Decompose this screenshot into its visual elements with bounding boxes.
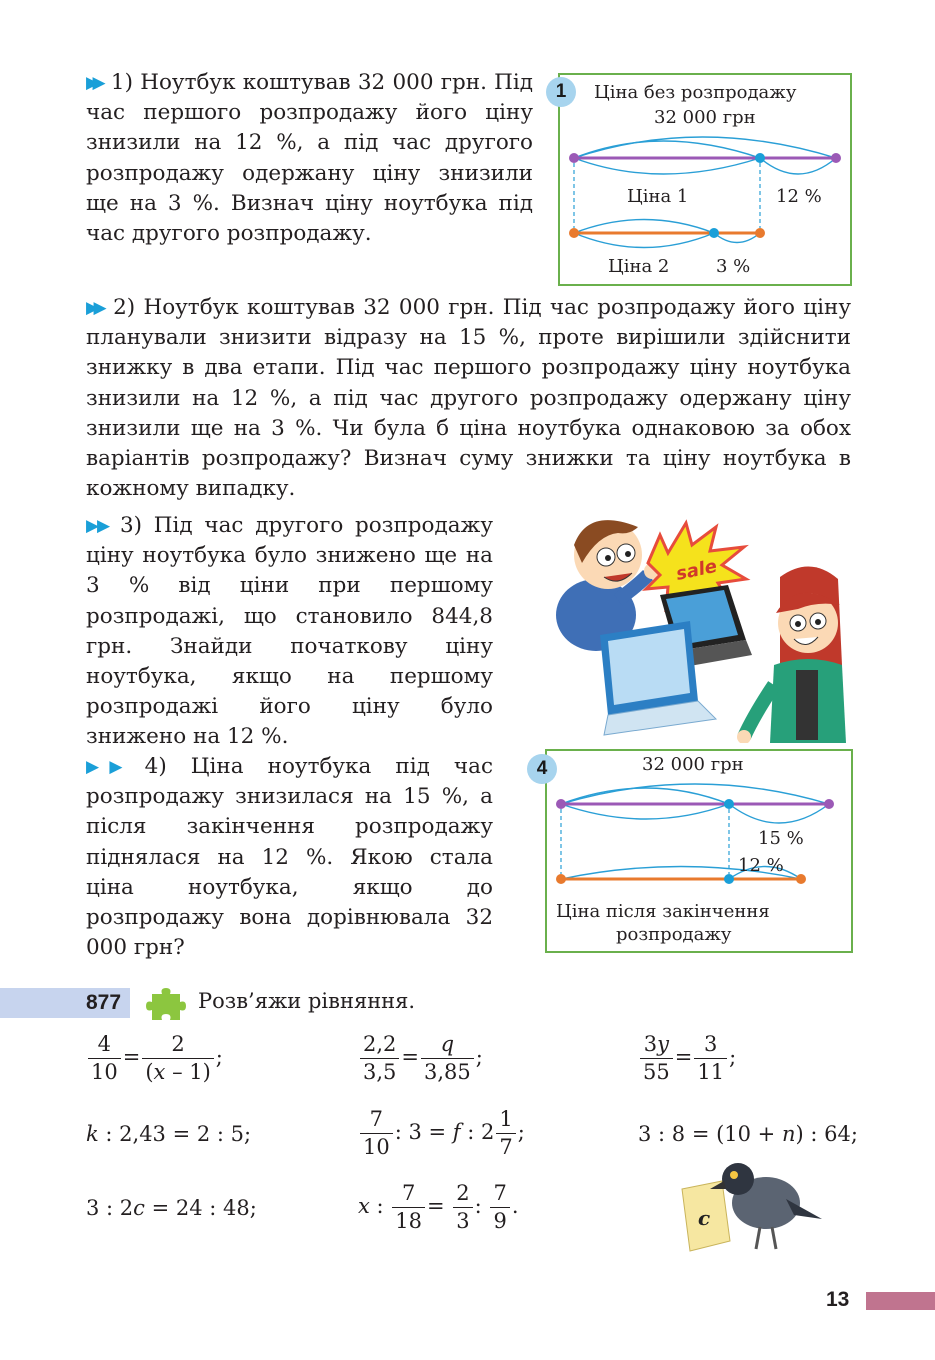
equation-7: 3 : 2c = 24 : 48; — [86, 1196, 257, 1220]
diagram-1-label-12: 12 % — [776, 186, 822, 207]
problem-2-number: 2) — [113, 295, 136, 320]
problem-3-text: Під час другого розпродажу ціну ноутбука було знижено ще на 3 % від ціни при першому розпродажі, що становило 844,8 грн. Знайди початкову ціну ноутбука, якщо на першому розпродажі його ціну було знижено на 12 %. — [86, 513, 493, 750]
diagram-1-label-price2: Ціна 2 — [608, 256, 670, 277]
diagram-1-title-line2: 32 000 грн — [654, 107, 756, 128]
diagram-4-title: 32 000 грн — [642, 754, 744, 775]
diagram-1-title-line1: Ціна без розпродажу — [594, 82, 797, 103]
page-number: 13 — [826, 1288, 850, 1311]
problem-2-text: Ноутбук коштував 32 000 грн. Під час розпродажу його ціну планували знизити відразу на 15 %, проте вирішили здійснити знижку в два етапи. Під час першого розпродажу ціну ноутбука знизили на 12 %, а під час другого розпродажу одержану ціну знизили ще на 3 %. Чи була б ціна ноутбука однаковою за обох варіантів розпродажу? Визнач суму знижки та ціну ноутбука в кожному випадку. — [86, 295, 851, 502]
problem-4-number: 4) — [144, 754, 167, 779]
equation-2: $\frac{2,2}{3,5}$ = $\frac{q}{3,85}$ ; — [358, 1031, 483, 1086]
double-arrow-icon: ▶▶ — [86, 757, 133, 777]
equation-8: x : $\frac{7}{18}$ = $\frac{2}{3}$ : $\frac{7}{9}$ . — [358, 1181, 519, 1233]
equation-1: $\frac{4}{10}$ = $\frac{2}{(x - 1)}$ ; — [86, 1031, 223, 1086]
diagram-4-badge: 4 — [527, 754, 557, 784]
kids-laptops-illustration — [548, 505, 848, 743]
problem-3-number: 3) — [119, 513, 143, 538]
problem-4 — [86, 752, 493, 963]
diagram-4-label-15: 15 % — [758, 828, 804, 849]
crow-illustration — [676, 1155, 826, 1255]
equation-6: 3 : 8 = (10 + n) : 64; — [638, 1122, 858, 1146]
crow-card-letter: c — [698, 1206, 711, 1230]
page-number-bar — [866, 1292, 935, 1310]
problem-1-text: Ноутбук коштував 32 000 грн. Під час першого розпродажу його ціну знизили на 12 %, а під час другого розпродажу одержану ціну знизили ще на 3 %. Визнач ціну ноутбука під час другого розпродажу. — [86, 70, 533, 247]
sale-sign-text: sale — [674, 555, 719, 585]
double-arrow-icon: ▶▶ — [86, 298, 102, 318]
diagram-1-label-3: 3 % — [716, 256, 751, 277]
equation-3: $\frac{3y}{55}$ = $\frac{3}{11}$ ; — [638, 1031, 736, 1086]
diagram-1-label-price1: Ціна 1 — [627, 186, 689, 207]
diagram-1-badge: 1 — [546, 77, 576, 107]
double-arrow-icon: ▶▶ — [86, 516, 108, 536]
puzzle-icon — [146, 986, 186, 1022]
problem-2 — [86, 293, 851, 504]
exercise-instruction: Розв’яжи рівняння. — [198, 989, 416, 1013]
equation-5: $\frac{7}{10}$ : 3 = f : 2 $\frac{1}{7}$ ; — [358, 1106, 525, 1161]
diagram-4-caption-line2: розпродажу — [616, 924, 732, 945]
problem-1-number: 1) — [110, 70, 133, 95]
double-arrow-icon: ▶▶ — [86, 73, 99, 93]
problem-4-text: Ціна ноутбука під час розпродажу знизилася на 15 %, а після закінчення розпродажу піднялася на 12 %. Якою стала ціна ноутбука, якщо до розпродажу вона дорівнювала 32 000 грн? — [86, 754, 493, 961]
diagram-4-label-12: 12 % — [738, 855, 784, 876]
exercise-number: 877 — [86, 991, 122, 1014]
problem-3 — [86, 511, 493, 753]
equation-4: k : 2,43 = 2 : 5; — [86, 1122, 252, 1146]
problem-1 — [86, 68, 533, 249]
diagram-4-caption-line1: Ціна після закінчення — [556, 901, 770, 922]
